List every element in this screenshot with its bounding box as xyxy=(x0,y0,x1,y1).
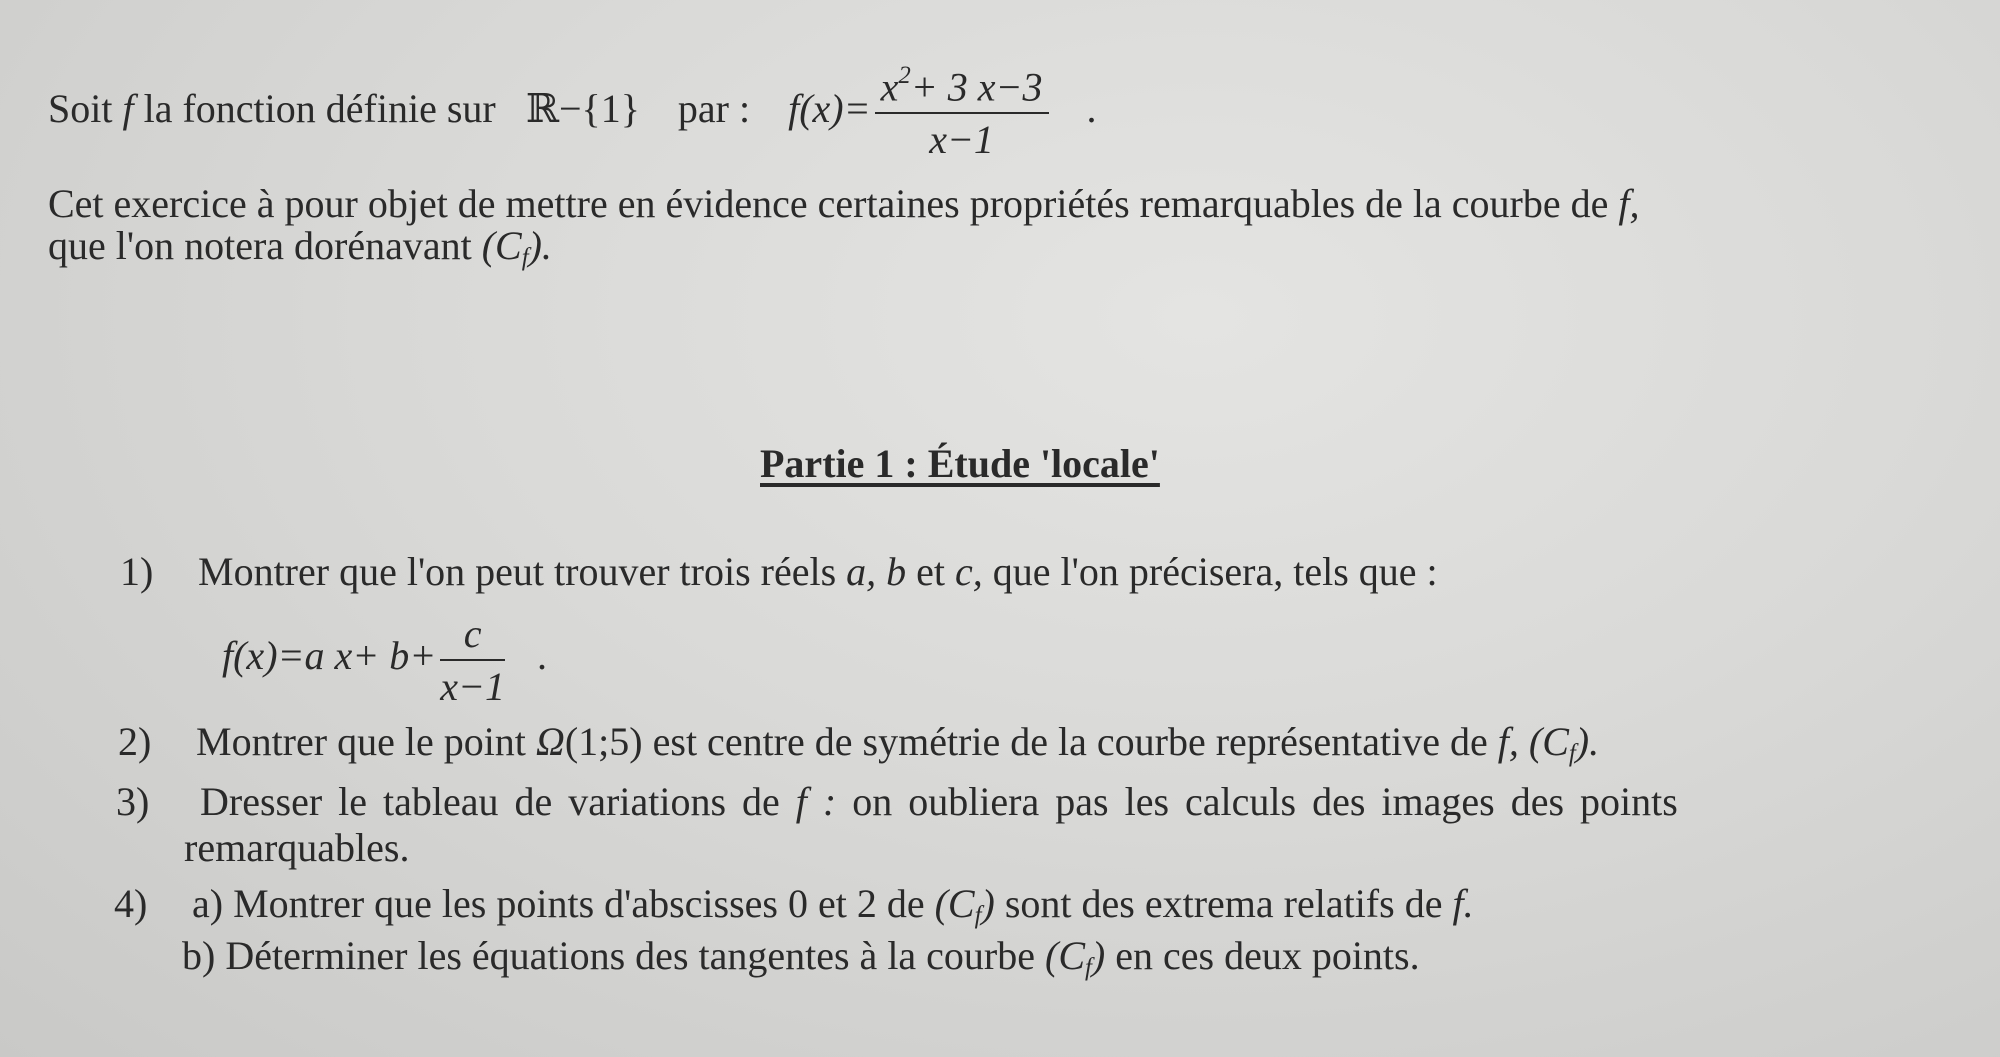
q1-formula-lhs: f(x)=a x+ b+ xyxy=(222,633,437,679)
question-2-text-a: Montrer que le point xyxy=(196,719,526,764)
intro-definition-line xyxy=(48,62,1097,163)
question-2 xyxy=(118,718,1599,768)
question-3-continuation xyxy=(184,824,409,871)
q1-var-a: a, xyxy=(846,549,877,594)
question-4b-text-a: b) Déterminer les équations des tangentes à la courbe xyxy=(182,933,1036,978)
question-3 xyxy=(116,778,1946,825)
intro-purpose-line xyxy=(48,180,1639,227)
question-1-formula xyxy=(222,610,547,710)
question-4a-text-a: a) Montrer que les points d'abscisses 0 et 2 de xyxy=(192,881,925,926)
question-4a xyxy=(114,880,1474,930)
question-1-text-b: que l'on précisera, tels que : xyxy=(992,549,1438,594)
question-3-text-a: Dresser le tableau de variations de xyxy=(200,779,780,824)
q1-formula-denominator: x−1 xyxy=(440,664,505,709)
fx-fraction xyxy=(875,62,1049,163)
intro-purpose-text: Cet exercice à pour objet de mettre en évidence certaines propriétés remarquables de la courbe de xyxy=(48,181,1609,226)
question-4b-text-b: en ces deux points. xyxy=(1115,933,1420,978)
q1-formula-fraction xyxy=(440,610,505,710)
q4a-curve-notation: $(C_f)$ xyxy=(934,881,995,930)
q2-curve-notation: $(C_f)$. xyxy=(1528,719,1600,768)
intro-notation-line xyxy=(48,222,552,272)
fx-period: . xyxy=(1086,85,1097,131)
intro-f: f xyxy=(122,85,134,131)
question-1 xyxy=(120,548,1438,595)
q1-formula-period: . xyxy=(537,633,547,679)
fx-lhs: f(x)= xyxy=(788,85,871,131)
q1-formula-numerator: c xyxy=(440,610,505,661)
q3-f: f : xyxy=(795,779,837,824)
q1-var-c: c, xyxy=(955,549,983,594)
intro-definie-sur: la fonction définie sur xyxy=(143,85,496,131)
question-4-number: 4) xyxy=(114,881,148,926)
question-3-text-b: on oubliera pas les calculs des images des points xyxy=(852,779,1678,824)
question-2-number: 2) xyxy=(118,719,152,764)
fx-denominator: x−1 xyxy=(929,117,994,163)
question-3-number: 3) xyxy=(116,779,150,824)
curve-notation: $(C_f)$. xyxy=(481,223,552,272)
question-1-text-a: Montrer que l'on peut trouver trois réels xyxy=(198,549,837,594)
intro-purpose-f: f, xyxy=(1618,181,1640,226)
question-4a-text-b: sont des extrema relatifs de xyxy=(1004,881,1443,926)
q1-var-b: b xyxy=(886,549,907,594)
intro-par: par : xyxy=(677,85,751,131)
intro-notation-text: que l'on notera dorénavant xyxy=(48,223,472,268)
intro-soit: Soit xyxy=(48,85,113,131)
question-2-text-b: est centre de symétrie de la courbe représentative de xyxy=(652,719,1488,764)
omega-point: Ω(1;5) xyxy=(535,719,643,764)
domain-set: ℝ−{1} xyxy=(525,85,640,131)
question-4b xyxy=(182,932,1420,982)
fx-numerator: $x^2+ 3$ x−3 xyxy=(875,62,1049,114)
question-3-text-c: remarquables. xyxy=(184,825,410,870)
q1-et: et xyxy=(916,549,946,594)
question-1-number: 1) xyxy=(120,549,154,594)
q4b-curve-notation: $(C_f)$ xyxy=(1045,933,1106,982)
q4a-f: f. xyxy=(1452,881,1474,926)
section-title: Partie 1 : Étude 'locale' xyxy=(760,441,1160,486)
q2-f: f, xyxy=(1497,719,1519,764)
